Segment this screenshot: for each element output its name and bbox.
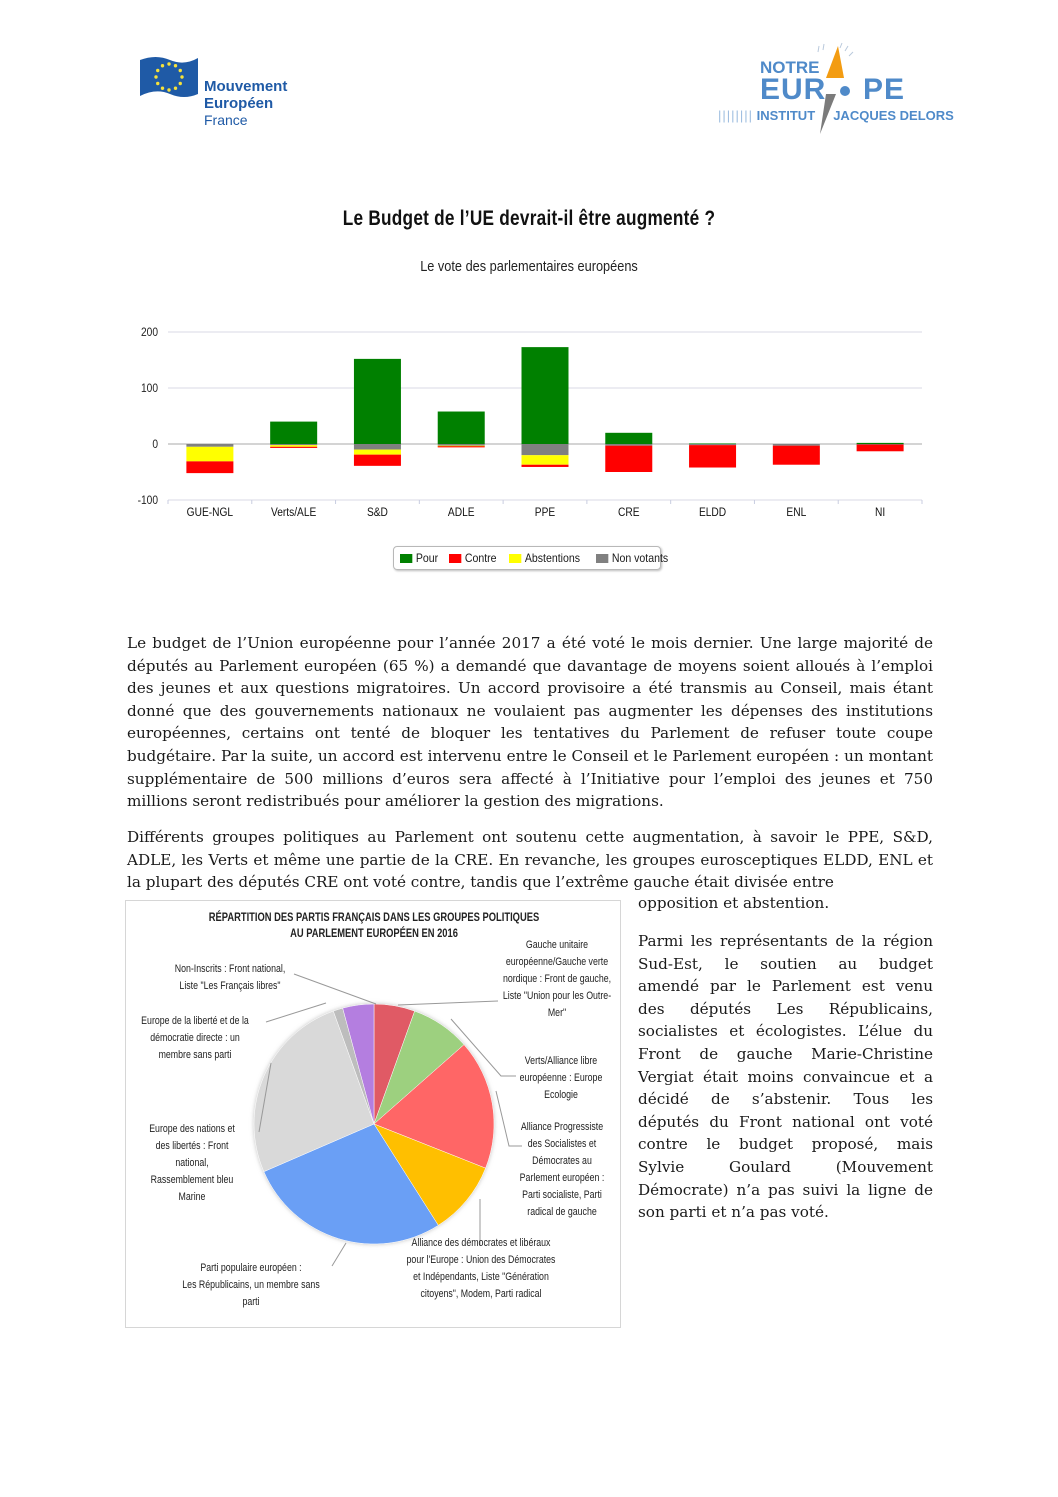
ne-pe: PE — [863, 73, 906, 106]
eu-star-icon — [161, 87, 164, 90]
pie-label-line: Alliance Progressiste — [520, 1121, 604, 1133]
bar-segment-non-votants — [438, 444, 485, 446]
bar-segment-contre — [270, 447, 317, 448]
bar-segment-pour — [522, 347, 569, 444]
eu-star-icon — [154, 75, 157, 78]
legend-swatch — [400, 554, 412, 563]
eu-star-icon — [174, 87, 177, 90]
pie-label-line: Parti populaire européen : — [200, 1262, 302, 1274]
pie-label-line: Europe de la liberté et de la — [141, 1015, 249, 1027]
bar-segment-contre — [773, 446, 820, 465]
eu-flag-icon — [138, 54, 200, 100]
paragraph-line: Parmi les représentants de la région — [638, 932, 933, 950]
eu-star-icon — [156, 69, 159, 72]
pie-label-line: démocratie directe : un — [150, 1032, 240, 1044]
x-tick-label: ENL — [786, 506, 807, 520]
paragraph-line: contre le budget proposé, mais — [638, 1135, 933, 1154]
paragraph-political-groups-end: opposition et abstention. — [638, 894, 830, 912]
x-tick-label: Verts/ALE — [271, 506, 317, 520]
y-tick-label: 200 — [140, 326, 158, 340]
pie-label-line: Non-Inscrits : Front national, — [174, 963, 286, 975]
bar-segment-contre — [689, 445, 736, 467]
pie-label-line: européenne/Gauche verte — [505, 956, 609, 968]
legend-item — [509, 551, 580, 565]
pie-label-line: Europe des nations et — [149, 1123, 235, 1135]
pie-label-line: Rassemblement bleu — [150, 1174, 234, 1186]
pie-label-line: Ecologie — [544, 1089, 578, 1101]
legend-label: Pour — [415, 551, 439, 565]
eu-star-icon — [161, 64, 164, 67]
eu-star-icon — [179, 69, 182, 72]
paragraph-budget-intro: Le budget de l’Union européenne pour l’année 2017 a été voté le mois dernier. Une large majorité de députés au Parlement européen (65 %) a demandé que davantage de moyens soient alloués à l’emploi des jeunes et aux questions migratoires. Un accord provisoire a été transmis au Conseil, mais étant donné que des gouvernements nationaux ne voulaient pas augmenter les dépenses des institutions européennes, certains ont tenté de bloquer les tentatives du Parlement de refuser toute coupe budgétaire. Par la suite, un accord est intervenu entre le Conseil et le Parlement européen : un montant supplémentaire de 500 millions d’euros sera affecté à l’Initiative pour l’emploi des jeunes et 750 millions seront redistribués pour améliorer la gestion des migrations. — [127, 634, 933, 811]
pie-label-line: Alliance des démocrates et libéraux — [411, 1237, 551, 1249]
bar-segment-non-votants — [354, 444, 401, 450]
pie-label-line: pour l'Europe : Union des Démocrates — [406, 1254, 556, 1266]
mef-line2: Européen — [204, 95, 274, 112]
chart-legend — [393, 546, 669, 570]
pie-label-line: et Indépendants, Liste "Génération — [413, 1271, 549, 1283]
y-tick-label: 100 — [140, 382, 158, 396]
bar-segment-contre — [354, 455, 401, 466]
bar-segment-abstentions — [270, 445, 317, 447]
pie-label-line: radical de gauche — [527, 1206, 597, 1218]
paragraph-line: Front de gauche Marie-Christine — [638, 1044, 933, 1063]
paragraph-line: Sud-Est, le soutien au budget — [638, 954, 933, 973]
eu-star-icon — [179, 82, 182, 85]
pie-label-line: des Socialistes et — [527, 1138, 597, 1150]
bar-segment-pour — [354, 359, 401, 444]
pie-chart-panel — [125, 900, 621, 1328]
pie-label-line: Les Républicains, un membre sans — [182, 1279, 320, 1291]
bar-segment-non-votants — [773, 444, 820, 446]
pie-label-eldd — [135, 1013, 255, 1064]
legend-item — [400, 551, 438, 565]
paragraph-political-groups: Différents groupes politiques au Parlement ont soutenu cette augmentation, à savoir le PPE, S&D, ADLE, les Verts et même une partie de la CRE. En revanche, les groupes eurosceptiques ELDD, ENL et la plupart des députés CRE ont voté contre, tandis que l’extrême gauche était divisée entre — [127, 828, 933, 892]
document-title: Le Budget de l’UE devrait-il être augmenté ? — [342, 207, 716, 230]
paragraph-line: socialistes et écologistes. L’élue du — [638, 1022, 933, 1041]
pie-label-line: Parlement européen : — [519, 1172, 605, 1184]
pie-label-line: national, — [175, 1157, 209, 1169]
bar-segment-non-votants — [522, 444, 569, 455]
mef-line1: Mouvement — [204, 78, 288, 95]
legend-swatch — [449, 554, 461, 563]
eu-star-icon — [167, 88, 170, 91]
paragraph-line: des députés Les Républicains, — [638, 999, 933, 1018]
notre-europe-logo — [718, 42, 954, 137]
ne-jacques-delors: JACQUES DELORS — [833, 108, 954, 123]
bar-segment-contre — [605, 446, 652, 472]
ne-institut-word: INSTITUT — [756, 108, 816, 123]
eu-star-icon — [156, 82, 159, 85]
pie-label-ppe — [175, 1260, 327, 1311]
chart-subtitle: Le vote des parlementaires européens — [420, 258, 638, 275]
ne-dot-icon — [840, 86, 850, 96]
pie-title-line1: RÉPARTITION DES PARTIS FRANÇAIS DANS LES GROUPES POLITIQUES — [208, 910, 540, 924]
ne-eur: EUR — [760, 73, 827, 106]
bar-segment-abstentions — [186, 447, 233, 462]
mef-line3: France — [204, 112, 248, 128]
ne-notre: NOTRE — [760, 58, 820, 77]
paragraph-line: amendé par le Parlement est venu — [638, 977, 933, 996]
pie-label-line: Démocrates au — [532, 1155, 592, 1167]
legend-swatch — [509, 554, 521, 563]
x-tick-label: CRE — [618, 506, 640, 520]
pie-label-line: nordique : Front de gauche, — [502, 973, 612, 985]
paragraph-sud-est — [638, 930, 933, 1224]
pie-label-line: Parti socialiste, Parti — [522, 1189, 602, 1201]
bar-segment-pour — [270, 422, 317, 444]
vote-bar-chart — [120, 320, 930, 525]
pie-label-enl — [144, 1121, 240, 1206]
paragraph-line: Sylvie Goulard (Mouvement — [638, 1157, 933, 1176]
mouvement-europeen-logo — [138, 52, 318, 132]
pie-label-line: Mer" — [547, 1007, 567, 1019]
paragraph-line: son parti et n’a pas voté. — [638, 1203, 829, 1222]
pie-label-line: Liste "Les Français libres" — [179, 980, 281, 992]
bar-segment-pour — [438, 412, 485, 444]
pie-label-line: citoyens", Modem, Parti radical — [420, 1288, 542, 1300]
bar-segment-contre — [186, 461, 233, 473]
eu-star-icon — [174, 64, 177, 67]
y-tick-label: 0 — [152, 438, 158, 452]
x-tick-label: PPE — [534, 506, 556, 520]
bar-segment-pour — [605, 433, 652, 444]
pie-label-line: Verts/Alliance libre — [524, 1055, 598, 1067]
pie-label-line: Gauche unitaire — [525, 939, 589, 951]
pie-label-adle — [401, 1235, 561, 1303]
eu-star-icon — [180, 75, 183, 78]
x-tick-label: NI — [875, 506, 886, 520]
ne-bars: |||||||| — [718, 108, 754, 123]
pie-label-sd — [514, 1119, 610, 1221]
pie-label-line: Marine — [178, 1191, 206, 1203]
bar-segment-abstentions — [354, 450, 401, 455]
bar-segment-contre — [438, 446, 485, 447]
bar-segment-non-votants — [270, 444, 317, 445]
pie-label-gue — [497, 937, 617, 1022]
legend-label: Non votants — [611, 551, 669, 565]
x-tick-label: S&D — [366, 506, 388, 520]
bar-segment-non-votants — [186, 444, 233, 447]
legend-label: Contre — [465, 551, 497, 565]
bar-segment-pour — [857, 443, 904, 444]
paragraph-line: Démocrate) n’a pas suivi la ligne de — [638, 1180, 933, 1199]
y-tick-label: -100 — [137, 494, 158, 508]
pie-label-line: Liste "Union pour les Outre- — [502, 990, 612, 1002]
pie-label-line: européenne : Europe — [519, 1072, 603, 1084]
ne-europe — [760, 73, 905, 107]
legend-item — [449, 551, 497, 565]
bar-segment-abstentions — [522, 455, 569, 465]
legend-swatch — [596, 554, 608, 563]
pie-label-line: parti — [242, 1296, 260, 1308]
leader-line — [398, 1001, 498, 1005]
pie-label-verts — [517, 1053, 605, 1104]
bar-segment-non-votants — [689, 444, 736, 445]
eu-star-icon — [167, 62, 170, 65]
paragraph-line: Vergiat était moins convaincue et a — [638, 1067, 933, 1086]
x-tick-label: ADLE — [447, 506, 475, 520]
pie-label-line: membre sans parti — [158, 1049, 232, 1061]
leader-line — [294, 974, 376, 1004]
x-tick-label: ELDD — [698, 506, 727, 520]
ne-institut — [718, 108, 954, 123]
pie-title-line2: AU PARLEMENT EUROPÉEN EN 2016 — [290, 926, 458, 940]
leader-line — [332, 1243, 346, 1266]
legend-label: Abstentions — [525, 551, 581, 565]
mef-wordmark — [204, 78, 287, 129]
x-tick-label: GUE-NGL — [186, 506, 234, 520]
bar-segment-non-votants — [605, 444, 652, 446]
pie-label-ni — [166, 961, 294, 995]
paragraph-line: décidé de s’abstenir. Tous les — [638, 1090, 933, 1109]
legend-item — [596, 551, 668, 565]
paragraph-line: députés du Front national ont voté — [638, 1112, 933, 1131]
bar-segment-contre — [857, 445, 904, 452]
pie-label-line: des libertés : Front — [155, 1140, 229, 1152]
bar-segment-contre — [522, 465, 569, 467]
